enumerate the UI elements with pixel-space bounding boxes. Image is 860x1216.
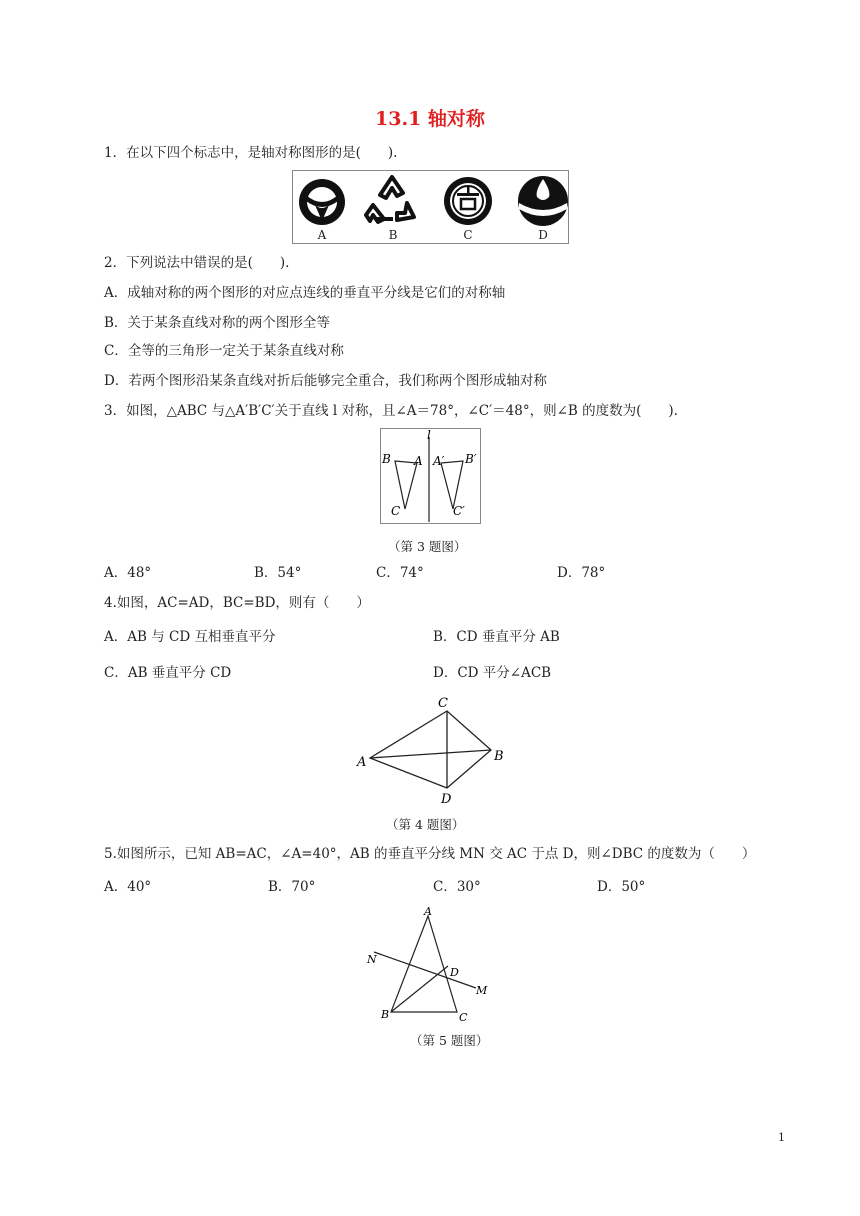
label-b1: B′ <box>465 452 477 466</box>
triangle-a1b1c1 <box>441 461 463 509</box>
q5-stem: 5.如图所示，已知 AB=AC，∠A=40°，AB 的垂直平分线 MN 交 AC 于点 D，则∠DBC 的度数为（ ） <box>104 846 756 862</box>
q4-option-c: C．AB 垂直平分 CD <box>104 665 232 681</box>
logo-c-icon <box>444 177 492 225</box>
label-b: B <box>382 452 391 466</box>
q1-stem: 1．在以下四个标志中，是轴对称图形的是( ). <box>104 145 398 161</box>
label-b: B <box>494 749 504 764</box>
q2-option-c: C．全等的三角形一定关于某条直线对称 <box>104 343 344 359</box>
q2-stem: 2．下列说法中错误的是( ). <box>104 255 290 271</box>
quadrilateral-acbd <box>370 711 491 788</box>
q5-option-a: A．40° <box>104 879 152 895</box>
q5-figure <box>362 904 498 1024</box>
q3-option-a: A．48° <box>104 565 152 581</box>
label-n: N <box>367 953 377 966</box>
logo-a-icon <box>299 179 345 225</box>
q1-logo-panel <box>292 170 569 244</box>
q5-option-c: C．30° <box>433 879 481 895</box>
line-mn <box>374 952 476 988</box>
q5-caption: （第 5 题图） <box>410 1033 489 1048</box>
segment-ab <box>370 750 491 758</box>
label-m: M <box>476 984 488 997</box>
logo-label-c: C <box>463 228 473 242</box>
q2-option-d: D．若两个图形沿某条直线对折后能够完全重合，我们称两个图形成轴对称 <box>104 373 547 389</box>
logo-d-icon <box>518 176 568 226</box>
q3-option-d: D．78° <box>557 565 606 581</box>
page-title: 13.1 轴对称 <box>375 108 485 130</box>
logo-label-b: B <box>388 228 398 242</box>
label-a: A <box>414 454 423 468</box>
q2-option-b: B．关于某条直线对称的两个图形全等 <box>104 315 330 331</box>
q4-figure <box>352 692 512 808</box>
q4-stem: 4.如图，AC=AD，BC=BD，则有（ ） <box>104 595 370 611</box>
q3-option-b: B．54° <box>254 565 302 581</box>
label-l: l <box>427 429 431 442</box>
label-c1: C′ <box>453 504 465 518</box>
label-c: C <box>459 1011 468 1024</box>
logo-b-recycle-icon <box>366 177 414 222</box>
q3-stem: 3．如图，△ABC 与△A′B′C′关于直线 l 对称，且∠A＝78°，∠C′＝48°，则∠B 的度数为( ). <box>104 403 678 419</box>
q4-caption: （第 4 题图） <box>386 817 465 832</box>
logo-label-a: A <box>317 228 327 242</box>
page-number: 1 <box>778 1131 785 1144</box>
label-d: D <box>441 792 452 807</box>
triangle-abc <box>391 916 457 1012</box>
q4-option-a: A．AB 与 CD 互相垂直平分 <box>104 629 276 645</box>
q3-caption: （第 3 题图） <box>388 539 467 554</box>
label-d: D <box>450 966 459 979</box>
label-a1: A′ <box>433 454 445 468</box>
triangle-abc <box>395 461 417 509</box>
label-a: A <box>424 905 432 918</box>
q4-option-b: B．CD 垂直平分 AB <box>433 629 560 645</box>
q4-option-d: D．CD 平分∠ACB <box>433 665 552 681</box>
q1-logos <box>293 171 568 243</box>
q3-option-c: C．74° <box>376 565 424 581</box>
label-c: C <box>391 504 401 518</box>
logo-label-d: D <box>538 228 548 242</box>
q5-option-d: D．50° <box>597 879 646 895</box>
q3-figure <box>380 428 481 524</box>
q5-option-b: B．70° <box>268 879 316 895</box>
label-c: C <box>438 696 448 711</box>
label-a: A <box>357 755 367 770</box>
label-b: B <box>381 1008 390 1021</box>
q2-option-a: A．成轴对称的两个图形的对应点连线的垂直平分线是它们的对称轴 <box>104 285 506 301</box>
